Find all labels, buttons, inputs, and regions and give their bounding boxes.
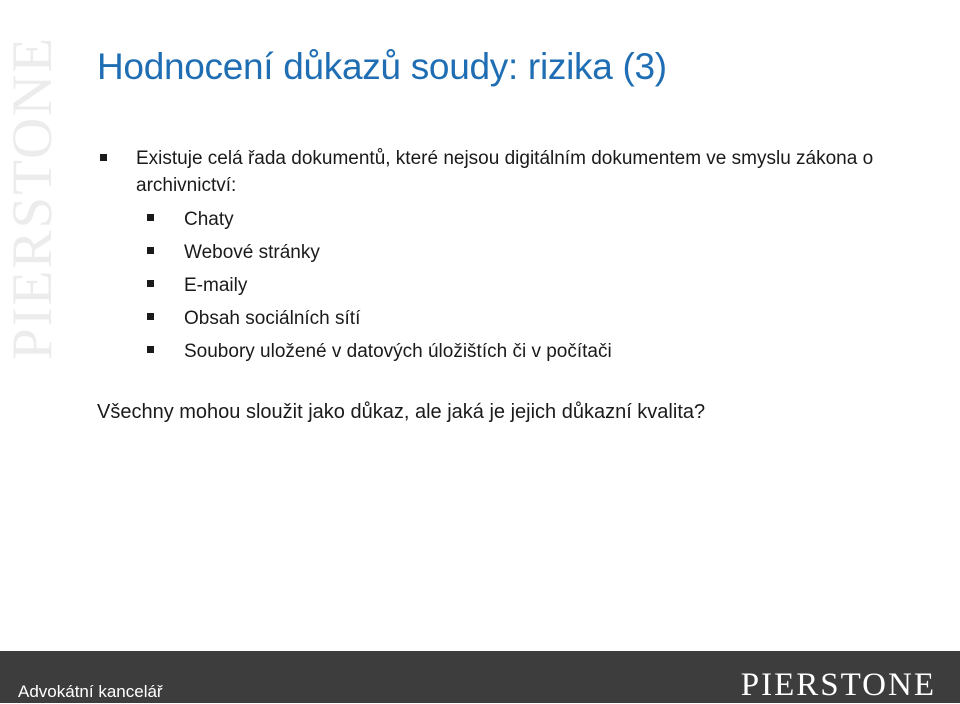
footer-bar [0, 651, 960, 703]
sub-bullet-item [99, 335, 879, 368]
square-bullet-icon [147, 214, 154, 221]
sub-bullet-text: Soubory uložené v datových úložištích či v počítači [184, 341, 612, 362]
square-bullet-icon [100, 154, 107, 161]
slide-title: Hodnocení důkazů soudy: rizika (3) [97, 46, 667, 87]
sub-bullet-list [99, 203, 879, 368]
footer-firm-label: Advokátní kancelář [18, 682, 163, 701]
summary-question: Všechny mohou sloužit jako důkaz, ale jaká je jejich důkazní kvalita? [97, 401, 706, 423]
sub-bullet-item [99, 203, 879, 236]
bullet-list [99, 145, 879, 368]
watermark-text: PIERSTONE [1, 35, 64, 360]
square-bullet-icon [147, 313, 154, 320]
sub-bullet-text: Chaty [184, 209, 234, 230]
bullet-main-text: Existuje celá řada dokumentů, které nejsou digitálním dokumentem ve smyslu zákona o archivnictví: [136, 148, 874, 196]
side-watermark [0, 0, 64, 365]
sub-bullet-text: E-maily [184, 275, 248, 296]
square-bullet-icon [147, 346, 154, 353]
sub-bullet-item [99, 302, 879, 335]
footer-logo: PIERSTONE [740, 667, 936, 703]
sub-bullet-text: Webové stránky [184, 242, 320, 263]
square-bullet-icon [147, 280, 154, 287]
sub-bullet-item [99, 269, 879, 302]
sub-bullet-text: Obsah sociálních sítí [184, 308, 361, 329]
square-bullet-icon [147, 247, 154, 254]
bullet-item-main [99, 145, 879, 199]
sub-bullet-item [99, 236, 879, 269]
